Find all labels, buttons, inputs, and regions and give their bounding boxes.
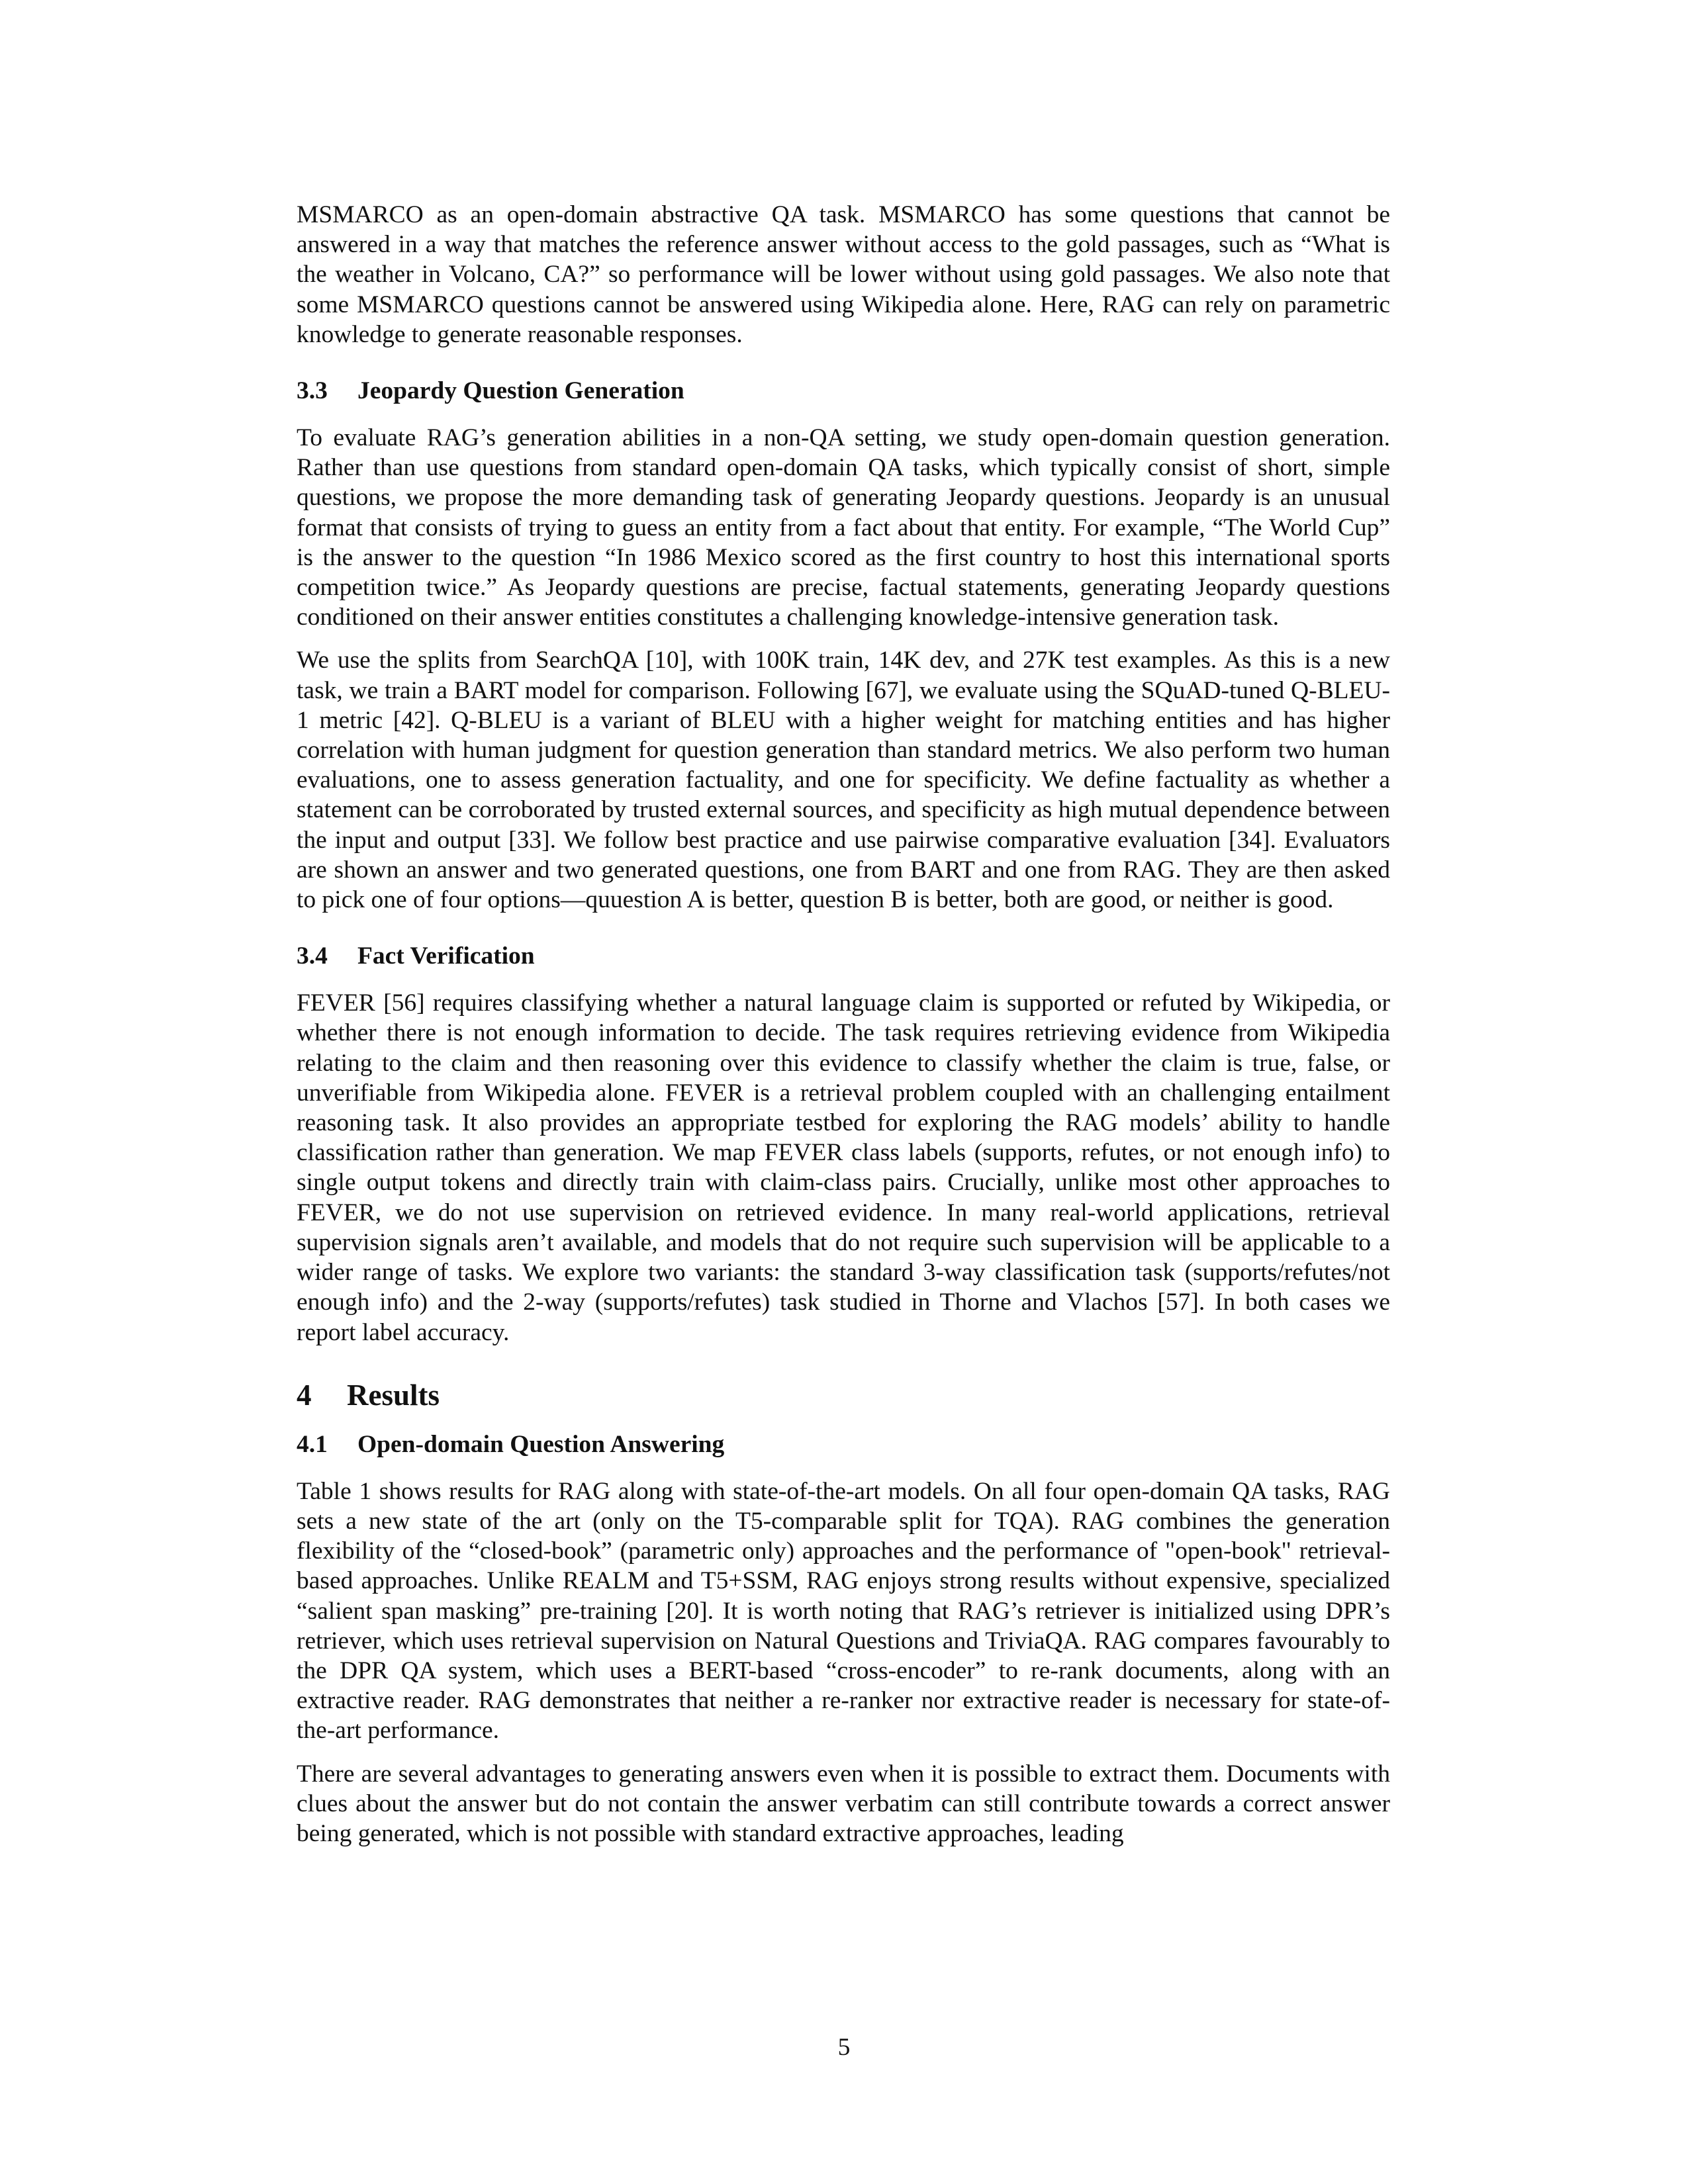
- section-number: 3.4: [297, 942, 328, 970]
- page-number: 5: [837, 2034, 851, 2061]
- paragraph-odqa-2: There are several advantages to generating answers even when it is possible to extract them. Documents with clues about the answer but do not contain the answer verbatim can still contribute towards a correct answer being generated, which is not possible with standard extractive approaches, leading: [297, 1760, 1390, 1847]
- paragraph-msmarco: MSMARCO as an open-domain abstractive QA task. MSMARCO has some questions that cannot be answered in a way that matches the reference answer without access to the gold passages, such as “What is the weather in Volcano, CA?” so performance will be lower without using gold passages. We also note that some MSMARCO questions cannot be answered using Wikipedia alone. Here, RAG can rely on parametric knowledge to generate reasonable responses.: [297, 201, 1390, 348]
- section-title: Open-domain Question Answering: [357, 1430, 725, 1458]
- section-title: Jeopardy Question Generation: [357, 377, 684, 405]
- page-body: [297, 200, 1390, 1862]
- section-number: 4: [297, 1378, 312, 1412]
- heading-4-1: [297, 1430, 1390, 1459]
- section-title: Fact Verification: [357, 942, 535, 970]
- heading-4: [297, 1378, 1390, 1412]
- section-title: Results: [347, 1378, 440, 1412]
- heading-3-4: [297, 941, 1390, 971]
- paragraph-jeopardy-1: To evaluate RAG’s generation abilities in a non-QA setting, we study open-domain question generation. Rather than use questions from standard open-domain QA tasks, which typically consist of short, simple questions, we propose the more demanding task of generating Jeopardy questions. Jeopardy is an unusual format that consists of trying to guess an entity from a fact about that entity. For example, “The World Cup” is the answer to the question “In 1986 Mexico scored as the first country to host this international sports competition twice.” As Jeopardy questions are precise, factual statements, generating Jeopardy questions conditioned on their answer entities constitutes a challenging knowledge-intensive generation task.: [297, 424, 1390, 631]
- paragraph-odqa-1: Table 1 shows results for RAG along with state-of-the-art models. On all four open-domain QA tasks, RAG sets a new state of the art (only on the T5-comparable split for TQA). RAG combines the generation flexibility of the “closed-book” (parametric only) approaches and the performance of "open-book" retrieval-based approaches. Unlike REALM and T5+SSM, RAG enjoys strong results without expensive, specialized “salient span masking” pre-training [20]. It is worth noting that RAG’s retriever is initialized using DPR’s retriever, which uses retrieval supervision on Natural Questions and TriviaQA. RAG compares favourably to the DPR QA system, which uses a BERT-based “cross-encoder” to re-rank documents, along with an extractive reader. RAG demonstrates that neither a re-ranker nor extractive reader is necessary for state-of-the-art performance.: [297, 1477, 1390, 1745]
- paragraph-fact-verification: FEVER [56] requires classifying whether a natural language claim is supported or refuted by Wikipedia, or whether there is not enough information to decide. The task requires retrieving evidence from Wikipedia relating to the claim and then reasoning over this evidence to classify whether the claim is true, false, or unverifiable from Wikipedia alone. FEVER is a retrieval problem coupled with an challenging entailment reasoning task. It also provides an appropriate testbed for exploring the RAG models’ ability to handle classification rather than generation. We map FEVER class labels (supports, refutes, or not enough info) to single output tokens and directly train with claim-class pairs. Crucially, unlike most other approaches to FEVER, we do not use supervision on retrieved evidence. In many real-world applications, retrieval supervision signals aren’t available, and models that do not require such supervision will be applicable to a wider range of tasks. We explore two variants: the standard 3-way classification task (supports/refutes/not enough info) and the 2-way (supports/refutes) task studied in Thorne and Vlachos [57]. In both cases we report label accuracy.: [297, 989, 1390, 1346]
- section-number: 4.1: [297, 1430, 328, 1458]
- paragraph-jeopardy-2: We use the splits from SearchQA [10], with 100K train, 14K dev, and 27K test examples. As this is a new task, we train a BART model for comparison. Following [67], we evaluate using the SQuAD-tuned Q-BLEU-1 metric [42]. Q-BLEU is a variant of BLEU with a higher weight for matching entities and has higher correlation with human judgment for question generation than standard metrics. We also perform two human evaluations, one to assess generation factuality, and one for specificity. We define factuality as whether a statement can be corroborated by trusted external sources, and specificity as high mutual dependence between the input and output [33]. We follow best practice and use pairwise comparative evaluation [34]. Evaluators are shown an answer and two generated questions, one from BART and one from RAG. They are then asked to pick one of four options—quuestion A is better, question B is better, both are good, or neither is good.: [297, 647, 1390, 914]
- heading-3-3: [297, 376, 1390, 406]
- section-number: 3.3: [297, 377, 328, 405]
